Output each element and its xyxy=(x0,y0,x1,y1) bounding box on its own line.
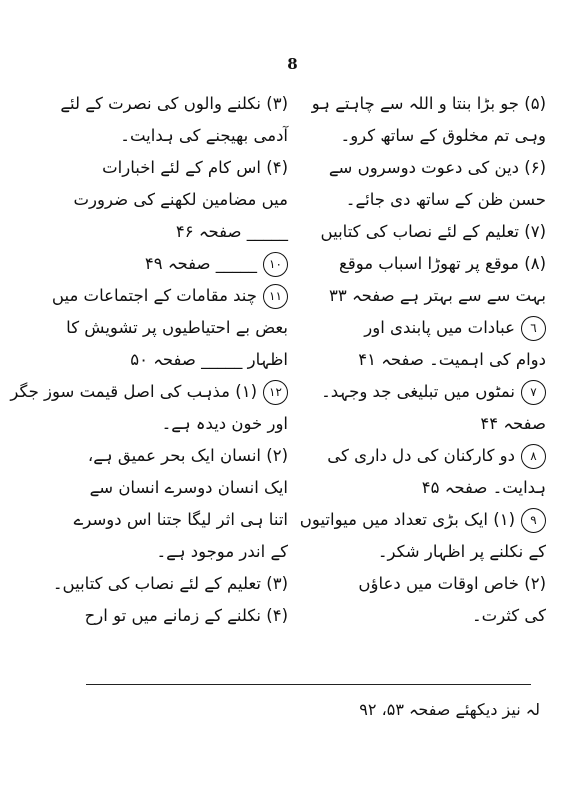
line-text: دوام کی اہمیت۔ صفحہ ۴۱ xyxy=(358,350,546,369)
text-line xyxy=(310,440,546,472)
text-line xyxy=(52,344,288,376)
text-line xyxy=(310,472,546,504)
text-line xyxy=(310,152,546,184)
page-number: 8 xyxy=(287,55,298,73)
line-text: بعض بے احتیاطیوں پر تشویش کا xyxy=(66,318,288,337)
text-line xyxy=(52,472,288,504)
line-text: (۷) تعلیم کے لئے نصاب کی کتابیں xyxy=(320,222,546,241)
line-text: دو کارکنان کی دل داری کی xyxy=(327,446,515,465)
line-text: (۶) دین کی دعوت دوسروں سے xyxy=(328,158,546,177)
text-line xyxy=(52,312,288,344)
line-text: (۳) تعلیم کے لئے نصاب کی کتابیں۔ xyxy=(52,574,288,593)
line-text: (۲) خاص اوقات میں دعاؤں xyxy=(358,574,546,593)
text-line xyxy=(310,376,546,408)
section-number-badge: ١٠ xyxy=(263,252,288,277)
text-line xyxy=(310,216,546,248)
footnote-divider xyxy=(86,684,531,685)
line-text: کی کثرت۔ xyxy=(472,606,546,625)
line-text: صفحہ ۴۴ xyxy=(480,414,546,433)
text-line xyxy=(10,376,288,408)
line-text: (۲) انسان ایک بحر عمیق ہے، xyxy=(87,446,288,465)
line-text: اور خون دیدہ ہے۔ xyxy=(161,414,288,433)
line-text: بہت سے سے بہتر ہے صفحہ ۳۳ xyxy=(328,286,546,305)
text-line xyxy=(52,600,288,632)
text-line xyxy=(310,600,546,632)
text-line xyxy=(299,504,546,536)
text-line xyxy=(310,536,546,568)
text-line xyxy=(52,216,288,248)
line-text: ایک انسان دوسرے انسان سے xyxy=(89,478,288,497)
section-number-badge: ١١ xyxy=(263,284,288,309)
text-line xyxy=(52,408,288,440)
line-text: کے نکلنے پر اظہار شکر۔ xyxy=(377,542,546,561)
text-line xyxy=(52,88,288,120)
text-line xyxy=(310,88,546,120)
line-text: میں مضامین لکھنے کی ضرورت xyxy=(73,190,288,209)
text-line xyxy=(52,504,288,536)
section-number-badge: ٦ xyxy=(521,316,546,341)
line-text: وہی تم مخلوق کے ساتھ کرو۔ xyxy=(340,126,546,145)
line-text: نمٹوں میں تبلیغی جد وجہد۔ xyxy=(321,382,515,401)
line-text: اتنا ہی اثر لیگا جتنا اس دوسرے xyxy=(73,510,288,529)
line-text: (۳) نکلنے والوں کی نصرت کے لئے xyxy=(60,94,288,113)
text-line xyxy=(310,280,546,312)
text-line xyxy=(310,344,546,376)
line-text: (۵) جو بڑا بنتا و اللہ سے چاہتے ہو xyxy=(311,94,546,113)
footnote: لہ نیز دیکھئے صفحہ ۵۳، ۹۲ xyxy=(359,700,540,719)
text-line xyxy=(310,184,546,216)
section-number-badge: ١٢ xyxy=(263,380,288,405)
text-line xyxy=(52,152,288,184)
text-line xyxy=(52,568,288,600)
text-line xyxy=(52,120,288,152)
text-line xyxy=(310,248,546,280)
text-line xyxy=(52,280,288,312)
text-line xyxy=(310,120,546,152)
text-line xyxy=(310,312,546,344)
line-text: حسن ظن کے ساتھ دی جائے۔ xyxy=(345,190,546,209)
text-line xyxy=(310,408,546,440)
line-text: عبادات میں پابندی اور xyxy=(364,318,515,337)
section-number-badge: ٩ xyxy=(521,508,546,533)
section-number-badge: ٨ xyxy=(521,444,546,469)
line-text: ہدایت۔ صفحہ ۴۵ xyxy=(421,478,546,497)
text-line xyxy=(52,248,288,280)
line-text: آدمی بھیجنے کی ہدایت۔ xyxy=(120,126,288,145)
line-text: _____ صفحہ ۴۹ xyxy=(144,254,257,273)
line-text: (۴) اس کام کے لئے اخبارات xyxy=(102,158,288,177)
line-text: کے اندر موجود ہے۔ xyxy=(156,542,288,561)
text-line xyxy=(310,568,546,600)
left-column xyxy=(10,88,288,632)
section-number-badge: ٧ xyxy=(521,380,546,405)
text-line xyxy=(52,536,288,568)
text-line xyxy=(52,184,288,216)
right-column xyxy=(299,88,546,632)
line-text: چند مقامات کے اجتماعات میں xyxy=(51,286,257,305)
line-text: اظہار _____ صفحہ ۵۰ xyxy=(130,350,288,369)
line-text: (۴) نکلنے کے زمانے میں تو ارح xyxy=(84,606,288,625)
line-text: (۱) مذہب کی اصل قیمت سوز جگر xyxy=(10,382,257,401)
line-text: (۱) ایک بڑی تعداد میں میواتیوں xyxy=(299,510,515,529)
line-text: (۸) موقع پر تھوڑا اسباب موقع xyxy=(339,254,546,273)
text-line xyxy=(52,440,288,472)
line-text: _____ صفحہ ۴۶ xyxy=(175,222,288,241)
